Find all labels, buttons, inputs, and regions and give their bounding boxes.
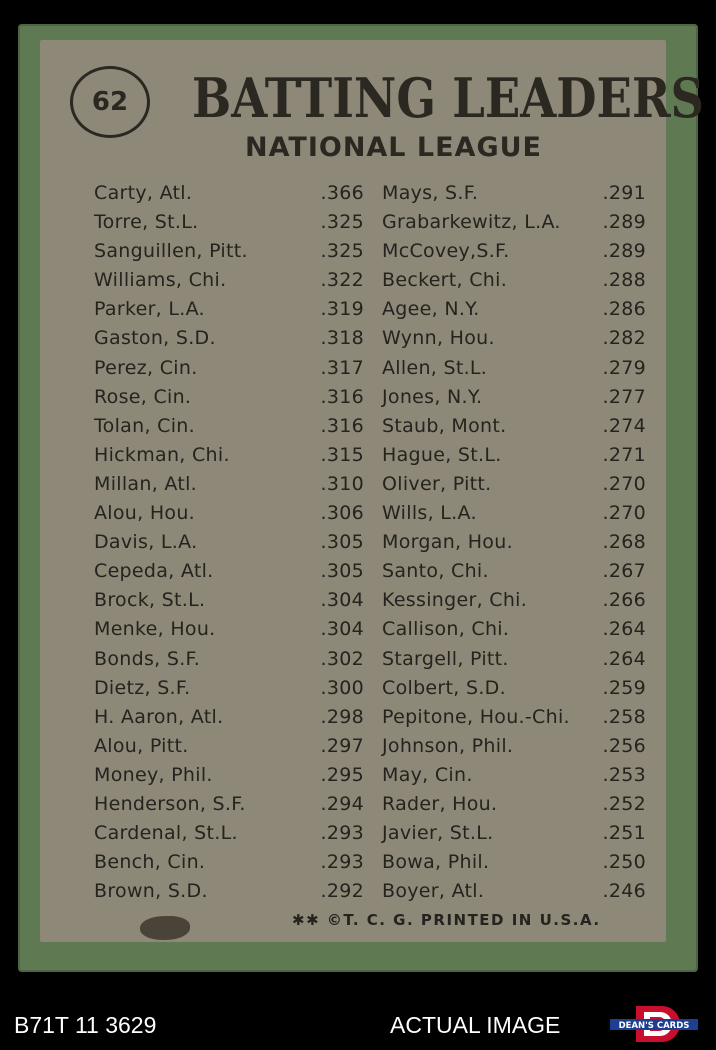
player-name: Wynn, Hou. xyxy=(382,327,495,350)
player-name: Oliver, Pitt. xyxy=(382,472,492,495)
player-name: Parker, L.A. xyxy=(94,298,205,321)
leader-row xyxy=(382,473,646,502)
batting-average: .322 xyxy=(320,269,364,292)
leader-row xyxy=(382,298,646,327)
player-name: Cardenal, St.L. xyxy=(94,822,238,845)
player-name: Santo, Chi. xyxy=(382,560,489,583)
card-stain xyxy=(140,916,190,940)
leader-row xyxy=(382,386,646,415)
leader-row xyxy=(382,764,646,793)
leader-row xyxy=(382,240,646,269)
player-name: Alou, Pitt. xyxy=(94,734,189,757)
leader-row xyxy=(382,444,646,473)
batting-average: .288 xyxy=(602,269,646,292)
leader-row xyxy=(382,618,646,647)
player-name: McCovey,S.F. xyxy=(382,240,510,263)
player-name: Stargell, Pitt. xyxy=(382,647,509,670)
right-leaders-column xyxy=(382,182,646,909)
batting-average: .297 xyxy=(320,734,364,757)
player-name: Gaston, S.D. xyxy=(94,327,216,350)
batting-average: .316 xyxy=(320,414,364,437)
leader-row xyxy=(382,793,646,822)
leader-row xyxy=(94,589,364,618)
leader-row xyxy=(382,648,646,677)
leader-row xyxy=(382,182,646,211)
player-name: Mays, S.F. xyxy=(382,182,479,204)
batting-average: .289 xyxy=(602,211,646,234)
batting-average: .253 xyxy=(602,763,646,786)
batting-average: .306 xyxy=(320,502,364,525)
batting-average: .319 xyxy=(320,298,364,321)
player-name: Grabarkewitz, L.A. xyxy=(382,211,561,234)
batting-average: .270 xyxy=(602,472,646,495)
leader-row xyxy=(94,444,364,473)
leader-row xyxy=(94,851,364,880)
leader-row xyxy=(94,386,364,415)
copyright-line: ✱✱ ©T. C. G. PRINTED IN U.S.A. xyxy=(292,911,601,929)
player-name: Allen, St.L. xyxy=(382,356,488,379)
batting-average: .302 xyxy=(320,647,364,670)
card-title: BATTING LEADERS xyxy=(192,66,705,130)
leader-row xyxy=(382,822,646,851)
batting-average: .305 xyxy=(320,531,364,554)
batting-average: .259 xyxy=(602,676,646,699)
player-name: Boyer, Atl. xyxy=(382,880,485,903)
player-name: Millan, Atl. xyxy=(94,472,198,495)
batting-average: .298 xyxy=(320,705,364,728)
player-name: Bench, Cin. xyxy=(94,851,206,874)
player-name: Callison, Chi. xyxy=(382,618,510,641)
player-name: Morgan, Hou. xyxy=(382,531,513,554)
player-name: Bowa, Phil. xyxy=(382,851,490,874)
player-name: H. Aaron, Atl. xyxy=(94,705,224,728)
player-name: Hickman, Chi. xyxy=(94,443,230,466)
leader-row xyxy=(94,648,364,677)
batting-average: .366 xyxy=(320,182,364,204)
leader-row xyxy=(94,357,364,386)
batting-average: .292 xyxy=(320,880,364,903)
leader-row xyxy=(94,764,364,793)
batting-average: .293 xyxy=(320,851,364,874)
leader-row xyxy=(382,851,646,880)
player-name: Kessinger, Chi. xyxy=(382,589,528,612)
batting-average: .271 xyxy=(602,443,646,466)
batting-average: .300 xyxy=(320,676,364,699)
player-name: Javier, St.L. xyxy=(382,822,494,845)
batting-average: .318 xyxy=(320,327,364,350)
leader-row xyxy=(94,182,364,211)
player-name: Jones, N.Y. xyxy=(382,385,483,408)
player-name: Alou, Hou. xyxy=(94,502,196,525)
batting-average: .256 xyxy=(602,734,646,757)
leader-row xyxy=(382,560,646,589)
leader-row xyxy=(94,618,364,647)
batting-average: .305 xyxy=(320,560,364,583)
batting-average: .310 xyxy=(320,472,364,495)
batting-average: .246 xyxy=(602,880,646,903)
batting-average: .294 xyxy=(320,792,364,815)
batting-average: .315 xyxy=(320,443,364,466)
leader-row xyxy=(94,211,364,240)
player-name: Hague, St.L. xyxy=(382,443,502,466)
batting-average: .264 xyxy=(602,647,646,670)
leader-row xyxy=(94,269,364,298)
batting-average: .289 xyxy=(602,240,646,263)
leader-row xyxy=(94,327,364,356)
batting-average: .268 xyxy=(602,531,646,554)
player-name: Rader, Hou. xyxy=(382,792,498,815)
batting-average: .250 xyxy=(602,851,646,874)
player-name: Johnson, Phil. xyxy=(382,734,514,757)
leader-row xyxy=(94,531,364,560)
batting-average: .274 xyxy=(602,414,646,437)
player-name: Colbert, S.D. xyxy=(382,676,506,699)
player-name: Staub, Mont. xyxy=(382,414,507,437)
player-name: Beckert, Chi. xyxy=(382,269,508,292)
leader-row xyxy=(382,880,646,909)
player-name: Perez, Cin. xyxy=(94,356,198,379)
batting-average: .258 xyxy=(602,705,646,728)
batting-average: .252 xyxy=(602,792,646,815)
leader-row xyxy=(94,822,364,851)
player-name: Sanguillen, Pitt. xyxy=(94,240,248,263)
batting-average: .264 xyxy=(602,618,646,641)
batting-average: .251 xyxy=(602,822,646,845)
batting-average: .304 xyxy=(320,589,364,612)
leader-row xyxy=(382,327,646,356)
leader-row xyxy=(382,415,646,444)
batting-average: .293 xyxy=(320,822,364,845)
leader-row xyxy=(94,560,364,589)
leader-row xyxy=(94,502,364,531)
batting-average: .325 xyxy=(320,211,364,234)
actual-image-label: ACTUAL IMAGE xyxy=(390,1012,561,1038)
leader-row xyxy=(94,880,364,909)
leader-row xyxy=(382,269,646,298)
leader-row xyxy=(94,735,364,764)
player-name: Bonds, S.F. xyxy=(94,647,201,670)
leader-row xyxy=(94,240,364,269)
leader-row xyxy=(382,357,646,386)
player-name: Pepitone, Hou.-Chi. xyxy=(382,705,570,728)
leader-row xyxy=(382,735,646,764)
player-name: Carty, Atl. xyxy=(94,182,193,204)
player-name: Menke, Hou. xyxy=(94,618,216,641)
leader-row xyxy=(94,473,364,502)
player-name: May, Cin. xyxy=(382,763,473,786)
leader-row xyxy=(382,211,646,240)
left-leaders-column xyxy=(94,182,364,909)
batting-average: .267 xyxy=(602,560,646,583)
leader-row xyxy=(94,677,364,706)
player-name: Money, Phil. xyxy=(94,763,213,786)
logo-text: DEAN'S CARDS xyxy=(618,1021,690,1031)
player-name: Wills, L.A. xyxy=(382,502,477,525)
batting-average: .325 xyxy=(320,240,364,263)
batting-average: .279 xyxy=(602,356,646,379)
leader-row xyxy=(94,793,364,822)
batting-average: .270 xyxy=(602,502,646,525)
player-name: Davis, L.A. xyxy=(94,531,198,554)
leader-row xyxy=(382,531,646,560)
batting-average: .286 xyxy=(602,298,646,321)
batting-average: .282 xyxy=(602,327,646,350)
batting-average: .317 xyxy=(320,356,364,379)
batting-average: .295 xyxy=(320,763,364,786)
batting-average: .266 xyxy=(602,589,646,612)
player-name: Brown, S.D. xyxy=(94,880,208,903)
batting-average: .277 xyxy=(602,385,646,408)
player-name: Cepeda, Atl. xyxy=(94,560,214,583)
deans-cards-logo xyxy=(606,1004,702,1044)
player-name: Williams, Chi. xyxy=(94,269,227,292)
player-name: Henderson, S.F. xyxy=(94,792,246,815)
player-name: Rose, Cin. xyxy=(94,385,192,408)
batting-average: .304 xyxy=(320,618,364,641)
batting-average: .291 xyxy=(602,182,646,204)
card-number-badge: 62 xyxy=(70,66,150,138)
player-name: Brock, St.L. xyxy=(94,589,206,612)
player-name: Agee, N.Y. xyxy=(382,298,480,321)
leader-row xyxy=(382,706,646,735)
leader-row xyxy=(382,502,646,531)
leader-row xyxy=(382,589,646,618)
card-subtitle: NATIONAL LEAGUE xyxy=(245,132,542,163)
leader-row xyxy=(94,706,364,735)
batting-average: .316 xyxy=(320,385,364,408)
item-id-label: B71T 11 3629 xyxy=(14,1012,157,1038)
leader-row xyxy=(382,677,646,706)
player-name: Torre, St.L. xyxy=(94,211,199,234)
player-name: Dietz, S.F. xyxy=(94,676,191,699)
leader-row xyxy=(94,415,364,444)
player-name: Tolan, Cin. xyxy=(94,414,195,437)
leader-row xyxy=(94,298,364,327)
